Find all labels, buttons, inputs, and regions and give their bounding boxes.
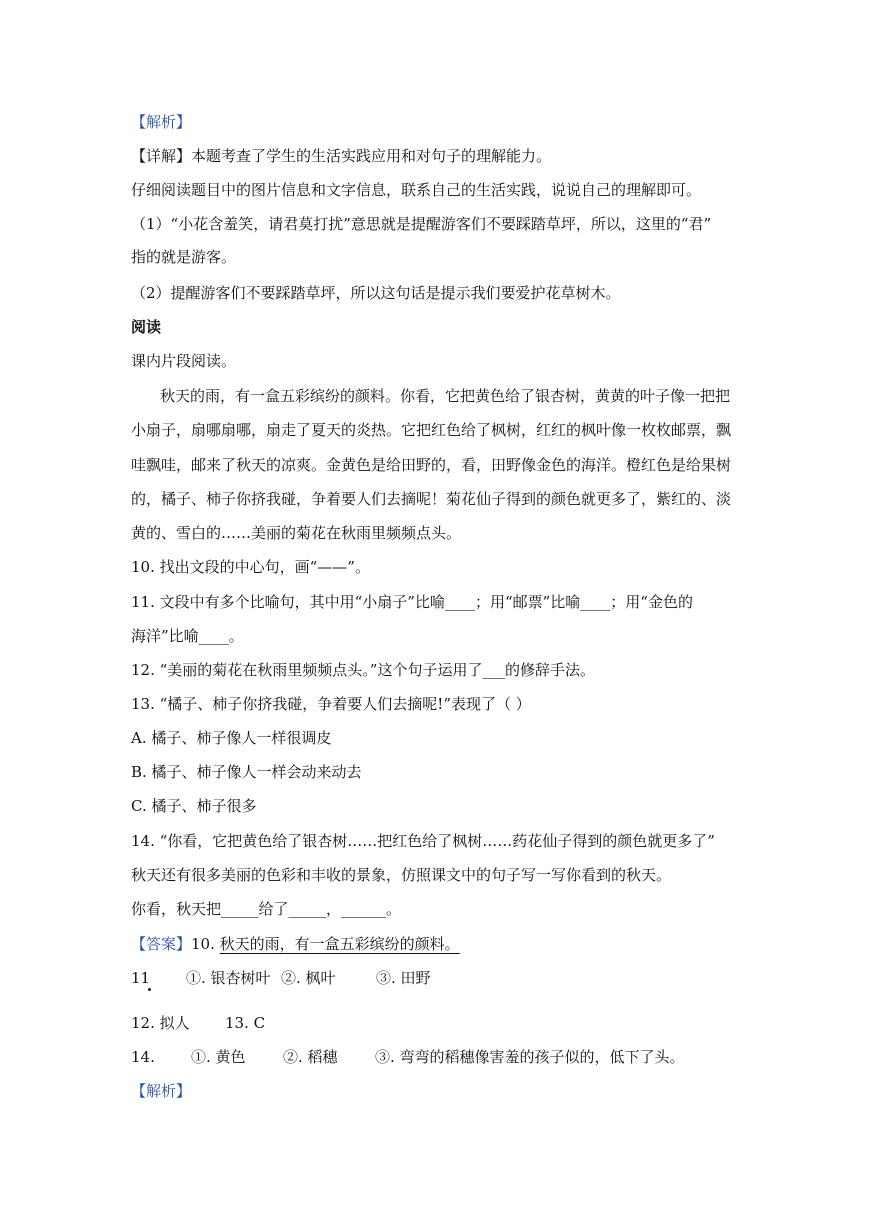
passage-line-4: 的，橘子、柿子你挤我碰，争着要人们去摘呢！菊花仙子得到的颜色就更多了，紫红的、淡 — [131, 490, 732, 508]
answer-tag: 【答案】 — [131, 935, 192, 953]
answer-10-text: 秋天的雨，有一盒五彩缤纷的颜料。 — [219, 935, 460, 953]
bullet-dot — [148, 988, 151, 991]
analysis-tag: 【解析】 — [131, 113, 192, 131]
answer-14-blank-3: ③. 弯弯的稻穗像害羞的孩子似的，低下了头。 — [375, 1048, 685, 1066]
passage-line-1: 秋天的雨，有一盒五彩缤纷的颜料。你看，它把黄色给了银杏树，黄黄的叶子像一把把 — [160, 387, 731, 405]
detail-line — [131, 146, 551, 166]
answer-10-number: 10. — [191, 935, 215, 953]
answer-line-14 — [131, 1047, 685, 1067]
detail-text: 本题考查了学生的生活实践应用和对句子的理解能力。 — [191, 147, 552, 165]
answer-14-blank-1: ①. 黄色 — [191, 1048, 246, 1066]
explanation-paragraph: 仔细阅读题目中的图片信息和文字信息，联系自己的生活实践，说说自己的理解即可。 — [131, 181, 702, 199]
option-b: B. 橘子、柿子像人一样会动来动去 — [131, 763, 362, 781]
section-heading: 阅读 — [131, 318, 162, 336]
answer-14-blank-2: ②. 稻穗 — [283, 1048, 338, 1066]
answer-11-blank-3: ③. 田野 — [376, 969, 431, 987]
question-11-line-2: 海洋”比喻____。 — [131, 627, 244, 645]
explanation-item-1-line-2: 指的就是游客。 — [131, 248, 237, 266]
answer-11-blank-1: ①. 银杏树叶 — [186, 969, 271, 987]
answer-14-number: 14. — [131, 1048, 155, 1066]
question-14-line-2: 秋天还有很多美丽的色彩和丰收的景象，仿照课文中的句子写一写你看到的秋天。 — [131, 866, 672, 884]
passage-line-5: 黄的、雪白的……美丽的菊花在秋雨里频频点头。 — [131, 524, 462, 542]
reading-intro: 课内片段阅读。 — [131, 352, 237, 370]
detail-tag: 【详解】 — [131, 147, 192, 165]
explanation-item-2: （2）提醒游客们不要踩踏草坪，所以这句话是提示我们要爱护花草树木。 — [131, 284, 621, 302]
question-11-line-1: 11. 文段中有多个比喻句，其中用“小扇子”比喻____；用“邮票”比喻____；用“金色的 — [131, 593, 693, 611]
answer-11-blank-2: ②. 枫叶 — [281, 969, 336, 987]
question-10: 10. 找出文段的中心句，画“——”。 — [131, 558, 370, 576]
question-14-line-3: 你看，秋天把_____给了_____，______。 — [131, 900, 402, 918]
option-c: C. 橘子、柿子很多 — [131, 797, 257, 815]
question-13: 13. “橘子、柿子你挤我碰，争着要人们去摘呢!”表现了（ ） — [131, 695, 531, 713]
answer-line-11 — [131, 968, 431, 988]
passage-line-3: 哇飘哇，邮来了秋天的凉爽。金黄色是给田野的，看，田野像金色的海洋。橙红色是给果树 — [131, 456, 732, 474]
passage-line-2: 小扇子，扇哪扇哪，扇走了夏天的炎热。它把红色给了枫树，红红的枫叶像一枚枚邮票，飘 — [131, 421, 732, 439]
option-a: A. 橘子、柿子像人一样很调皮 — [131, 729, 332, 747]
answer-12: 12. 拟人 — [131, 1014, 190, 1032]
answer-13: 13. C — [225, 1014, 266, 1032]
answer-line-12-13 — [131, 1013, 265, 1033]
question-12: 12. “美丽的菊花在秋雨里频频点头。”这个句子运用了___的修辞手法。 — [131, 661, 595, 679]
answer-11-number: 11 — [131, 969, 151, 987]
explanation-item-1-line-1: （1）“小花含羞笑，请君莫打扰”意思就是提醒游客们不要踩踏草坪，所以，这里的“君” — [131, 215, 712, 233]
answer-line-10 — [131, 934, 460, 954]
analysis-tag-2: 【解析】 — [131, 1082, 192, 1100]
question-14-line-1: 14. “你看，它把黄色给了银杏树……把红色给了枫树……药花仙子得到的颜色就更多了” — [131, 832, 715, 850]
